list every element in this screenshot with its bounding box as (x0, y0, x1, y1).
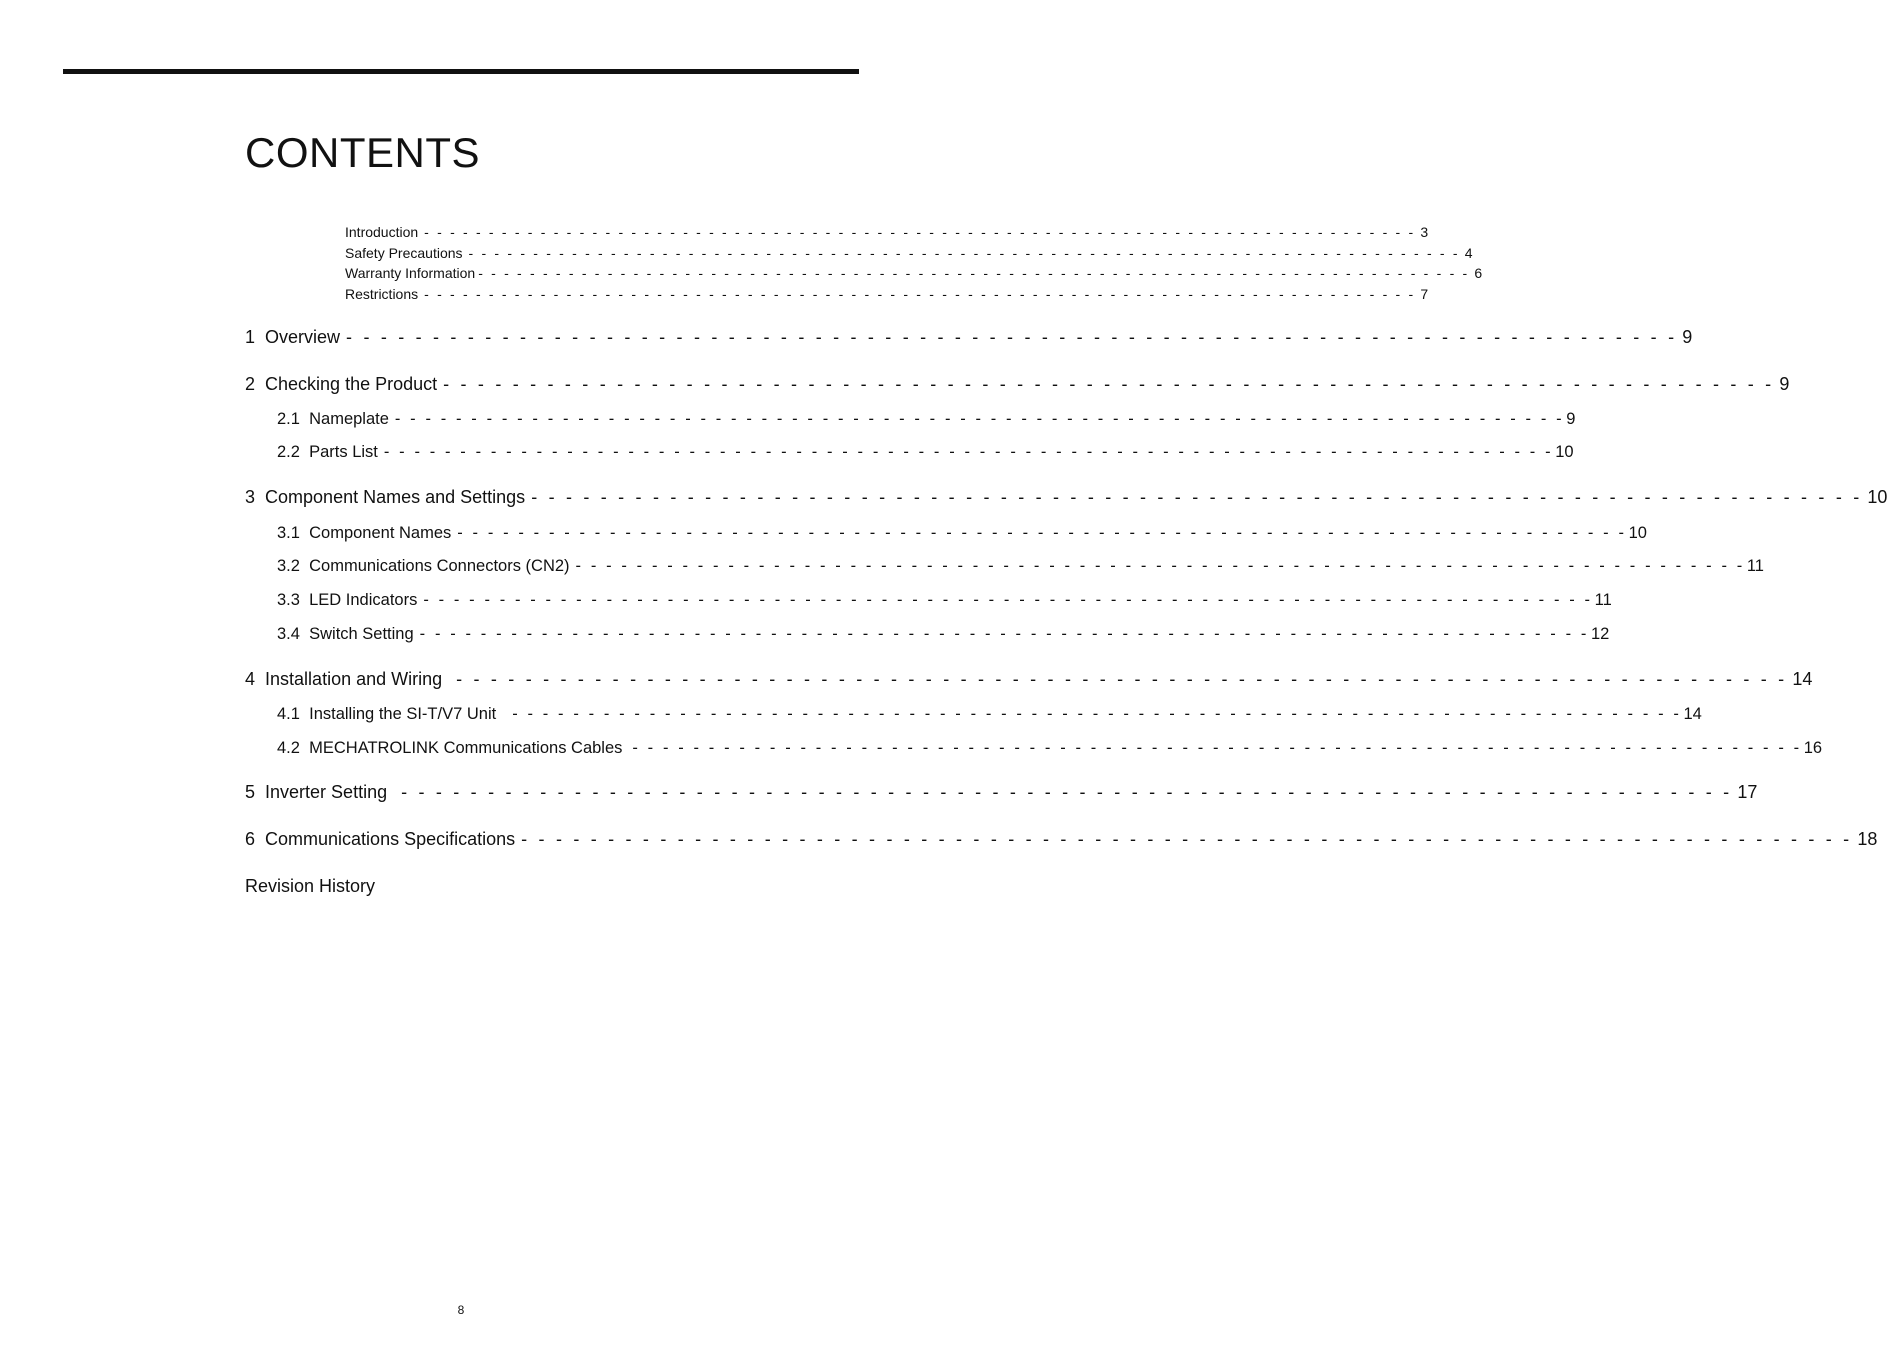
dot-leader: - - - - - - - - - - - - - - - - - - - - - - - - - - - - - - - - - - - - - - - - - - - - - - - - - - - - - - - - - - - - - - - - - - - - - - - - - - - - - (468, 245, 1460, 261)
toc-section-label: 3.1 Component Names (277, 524, 452, 542)
toc-revision-history[interactable]: Revision History (245, 876, 376, 896)
toc-chapter-page: 18 (1857, 829, 1878, 849)
dot-leader: - - - - - - - - - - - - - - - - - - - - - - - - - - - - - - - - - - - - - - - - - - - - - - - - - - - - - - - - - - - - - - - - - - - - - - - - - - - - - (443, 374, 1775, 394)
toc-section-page: 9 (1566, 410, 1576, 428)
toc-entry-page: 3 (1420, 224, 1429, 240)
toc-section-3-4[interactable] (277, 624, 1610, 644)
dot-leader: - - - - - - - - - - - - - - - - - - - - - - - - - - - - - - - - - - - - - - - - - - - - - - - - - - - - - - - - - - - - - - - - - - - - - - - - - - - - - (457, 524, 1627, 542)
toc-section-label: 3.4 Switch Setting (277, 625, 414, 643)
toc-section-label: 2.1 Nameplate (277, 410, 389, 428)
toc-section-label: 3.3 LED Indicators (277, 591, 418, 609)
toc-chapter-page: 9 (1682, 327, 1693, 347)
toc-section-page: 10 (1628, 524, 1647, 542)
toc-section-2-1[interactable] (277, 409, 1576, 429)
toc-section-3-2[interactable] (277, 556, 1764, 576)
toc-section-page: 11 (1746, 557, 1764, 575)
toc-section-page: 10 (1555, 443, 1574, 461)
toc-entry-warranty-information[interactable] (345, 264, 1483, 282)
dot-leader: - - - - - - - - - - - - - - - - - - - - - - - - - - - - - - - - - - - - - - - - - - - - - - - - - - - - - - - - - - - - - - - - - - - - - - - - - - - - - (394, 410, 1565, 428)
toc-section-3-3[interactable] (277, 590, 1612, 610)
toc-chapter-page: 10 (1867, 487, 1887, 507)
dot-leader: - - - - - - - - - - - - - - - - - - - - - - - - - - - - - - - - - - - - - - - - - - - - - - - - - - - - - - - - - - - - - - - - - - - - - - - - - - - - - (424, 224, 1416, 240)
toc-section-label: 4.1 Installing the SI-T/V7 Unit (277, 705, 497, 723)
toc-entry-safety-precautions[interactable] (345, 244, 1473, 262)
dot-leader: - - - - - - - - - - - - - - - - - - - - - - - - - - - - - - - - - - - - - - - - - - - - - - - - - - - - - - - - - - - - - - - - - - - - - - - - - - - - - (423, 591, 1593, 609)
dot-leader: - - - - - - - - - - - - - - - - - - - - - - - - - - - - - - - - - - - - - - - - - - - - - - - - - - - - - - - - - - - - - - - - - - - - - - - - - - - - - (575, 557, 1745, 575)
toc-entry-label: Warranty Information (345, 265, 476, 281)
toc-section-label: 2.2 Parts List (277, 443, 378, 461)
toc-chapter-page: 9 (1779, 374, 1790, 394)
toc-chapter-6[interactable] (245, 828, 1878, 850)
dot-leader: - - - - - - - - - - - - - - - - - - - - - - - - - - - - - - - - - - - - - - - - - - - - - - - - - - - - - - - - - - - - - - - - - - - - - - - - - - - - - (521, 829, 1853, 849)
dot-leader: - - - - - - - - - - - - - - - - - - - - - - - - - - - - - - - - - - - - - - - - - - - - - - - - - - - - - - - - - - - - - - - - - - - - - - - - - - - - - (419, 625, 1589, 643)
toc-chapter-5[interactable] (245, 781, 1758, 803)
toc-chapter-label: 3 Component Names and Settings (245, 487, 526, 507)
toc-chapter-4[interactable] (245, 668, 1813, 690)
toc-chapter-label: 1 Overview (245, 327, 341, 347)
dot-leader: - - - - - - - - - - - - - - - - - - - - - - - - - - - - - - - - - - - - - - - - - - - - - - - - - - - - - - - - - - - - - - - - - - - - - - - - - - - - - (531, 487, 1863, 507)
toc-section-page: 16 (1803, 739, 1823, 757)
toc-entry-restrictions[interactable] (345, 285, 1429, 303)
toc-section-page: 11 (1594, 591, 1612, 609)
toc-section-page: 14 (1683, 705, 1702, 723)
toc-entry-label: Introduction (345, 224, 419, 240)
toc-chapter-2[interactable] (245, 373, 1790, 395)
toc-section-label: 3.2 Communications Connectors (CN2) (277, 557, 570, 575)
dot-leader: - - - - - - - - - - - - - - - - - - - - - - - - - - - - - - - - - - - - - - - - - - - - - - - - - - - - - - - - - - - - - - - - - - - - - - - - - - - - - (424, 286, 1416, 302)
toc-chapter-page: 14 (1792, 669, 1813, 689)
toc-entry-label: Restrictions (345, 286, 419, 302)
toc-entry-page: 4 (1464, 245, 1473, 261)
toc-chapter-label: 6 Communications Specifications (245, 829, 516, 849)
dot-leader: - - - - - - - - - - - - - - - - - - - - - - - - - - - - - - - - - - - - - - - - - - - - - - - - - - - - - - - - - - - - - - - - - - - - - - - - - - - - - (456, 669, 1788, 689)
dot-leader: - - - - - - - - - - - - - - - - - - - - - - - - - - - - - - - - - - - - - - - - - - - - - - - - - - - - - - - - - - - - - - - - - - - - - - - - - - - - - (632, 739, 1802, 757)
toc-entry-page: 7 (1420, 286, 1429, 302)
toc-section-page: 12 (1590, 625, 1610, 643)
toc-chapter-1[interactable] (245, 326, 1693, 348)
header-rule (63, 69, 859, 74)
toc-chapter-label: 5 Inverter Setting (245, 782, 388, 802)
page-title: CONTENTS (245, 129, 480, 176)
toc-section-4-1[interactable] (277, 704, 1702, 724)
toc-entry-label: Safety Precautions (345, 245, 463, 261)
dot-leader: - - - - - - - - - - - - - - - - - - - - - - - - - - - - - - - - - - - - - - - - - - - - - - - - - - - - - - - - - - - - - - - - - - - - - - - - - - - - - (346, 327, 1678, 347)
dot-leader: - - - - - - - - - - - - - - - - - - - - - - - - - - - - - - - - - - - - - - - - - - - - - - - - - - - - - - - - - - - - - - - - - - - - - - - - - - - - - (383, 443, 1554, 461)
dot-leader: - - - - - - - - - - - - - - - - - - - - - - - - - - - - - - - - - - - - - - - - - - - - - - - - - - - - - - - - - - - - - - - - - - - - - - - - - - - - - (401, 782, 1733, 802)
toc-section-label: 4.2 MECHATROLINK Communications Cables (277, 739, 623, 757)
toc-chapter-label: 2 Checking the Product (245, 374, 438, 394)
dot-leader: - - - - - - - - - - - - - - - - - - - - - - - - - - - - - - - - - - - - - - - - - - - - - - - - - - - - - - - - - - - - - - - - - - - - - - - - - - - - - (512, 705, 1682, 723)
toc-chapter-page: 17 (1737, 782, 1758, 802)
toc-entry-introduction[interactable] (345, 223, 1429, 241)
toc-section-4-2[interactable] (277, 738, 1823, 758)
toc-section-3-1[interactable] (277, 523, 1647, 543)
page-number: 8 (457, 1303, 465, 1317)
toc-section-2-2[interactable] (277, 442, 1574, 462)
dot-leader: - - - - - - - - - - - - - - - - - - - - - - - - - - - - - - - - - - - - - - - - - - - - - - - - - - - - - - - - - - - - - - - - - - - - - - - - - - - - - (478, 265, 1470, 281)
toc-chapter-label: 4 Installation and Wiring (245, 669, 443, 689)
toc-chapter-3[interactable] (245, 486, 1887, 508)
toc-entry-page: 6 (1474, 265, 1483, 281)
